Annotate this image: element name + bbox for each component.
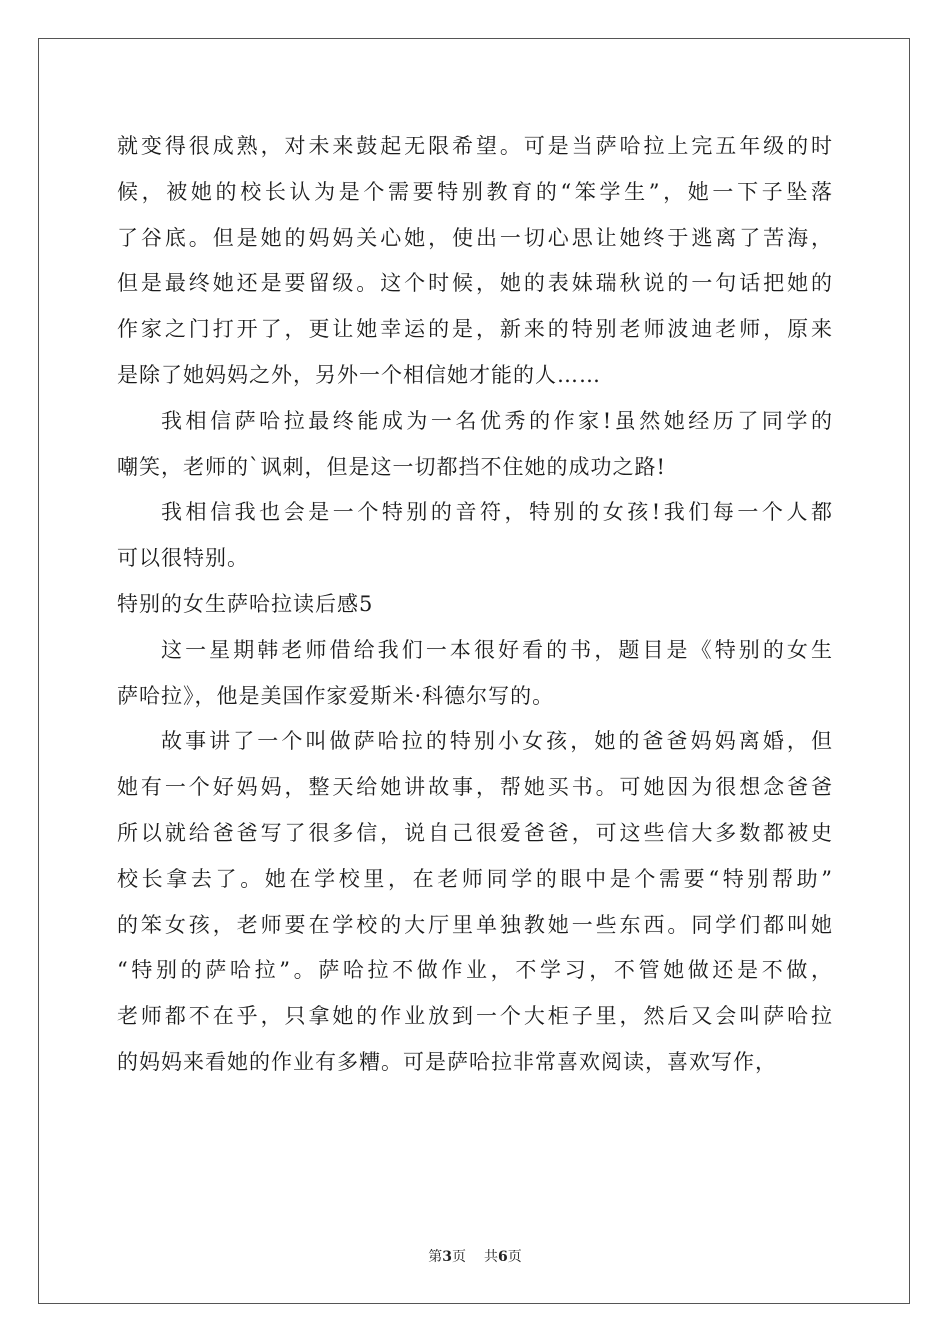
text-line: 是除了她妈妈之外，另外一个相信她才能的人…… — [117, 362, 601, 387]
text-line: 的笨女孩，老师要在学校的大厅里单独教她一些东西。同学们都叫她 — [117, 912, 833, 937]
text-line: 候，被她的校长认为是个需要特别教育的“笨学生”，她一下子坠落 — [117, 179, 833, 204]
footer-total-prefix: 共 — [484, 1249, 498, 1265]
footer-total-pages: 6 — [498, 1249, 508, 1265]
text-line: 老师都不在乎，只拿她的作业放到一个大柜子里，然后又会叫萨哈拉 — [117, 1004, 833, 1029]
text-line: 可以很特别。 — [117, 546, 249, 571]
text-line: 所以就给爸爸写了很多信，说自己很爱爸爸，可这些信大多数都被史 — [117, 820, 833, 845]
text-line: 了谷底。但是她的妈妈关心她，使出一切心思让她终于逃离了苦海， — [117, 225, 833, 250]
text-line: 萨哈拉》，他是美国作家爱斯米·科德尔写的。 — [117, 683, 555, 708]
text-line: 我相信萨哈拉最终能成为一名优秀的作家!虽然她经历了同学的 — [161, 408, 833, 433]
footer-page-prefix: 第 — [428, 1249, 443, 1265]
footer-current-page: 3 — [442, 1249, 452, 1265]
footer-page-suffix: 页 — [452, 1249, 466, 1265]
text-line: 就变得很成熟，对未来鼓起无限希望。可是当萨哈拉上完五年级的时 — [117, 134, 833, 158]
text-line: 她有一个好妈妈，整天给她讲故事，帮她买书。可她因为很想念爸爸 — [117, 775, 833, 800]
paragraph — [117, 399, 833, 491]
text-line: 故事讲了一个叫做萨哈拉的特别小女孩，她的爸爸妈妈离婚，但 — [161, 729, 833, 754]
heading-text: 特别的女生萨哈拉读后感5 — [117, 591, 374, 616]
text-line: 但是最终她还是要留级。这个时候，她的表妹瑞秋说的一句话把她的 — [117, 271, 833, 296]
text-line: 嘲笑，老师的`讽刺，但是这一切都挡不住她的成功之路! — [117, 454, 666, 479]
text-line: “特别的萨哈拉”。萨哈拉不做作业，不学习，不管她做还是不做， — [117, 958, 833, 983]
text-line: 我相信我也会是一个特别的音符，特别的女孩!我们每一个人都 — [161, 500, 833, 525]
paragraph — [117, 628, 833, 720]
text-line: 的妈妈来看她的作业有多糟。可是萨哈拉非常喜欢阅读，喜欢写作， — [117, 1049, 777, 1074]
document-body — [117, 124, 833, 1086]
footer-total-suffix: 页 — [507, 1249, 522, 1265]
text-line: 校长拿去了。她在学校里，在老师同学的眼中是个需要“特别帮助” — [117, 866, 833, 891]
paragraph — [117, 719, 833, 1085]
paragraph — [117, 124, 833, 399]
text-line: 这一星期韩老师借给我们一本很好看的书，题目是《特别的女生 — [161, 637, 833, 662]
paragraph — [117, 490, 833, 582]
page-footer — [0, 1246, 950, 1266]
text-line: 作家之门打开了，更让她幸运的是，新来的特别老师波迪老师，原来 — [117, 317, 833, 342]
section-heading — [117, 582, 833, 628]
